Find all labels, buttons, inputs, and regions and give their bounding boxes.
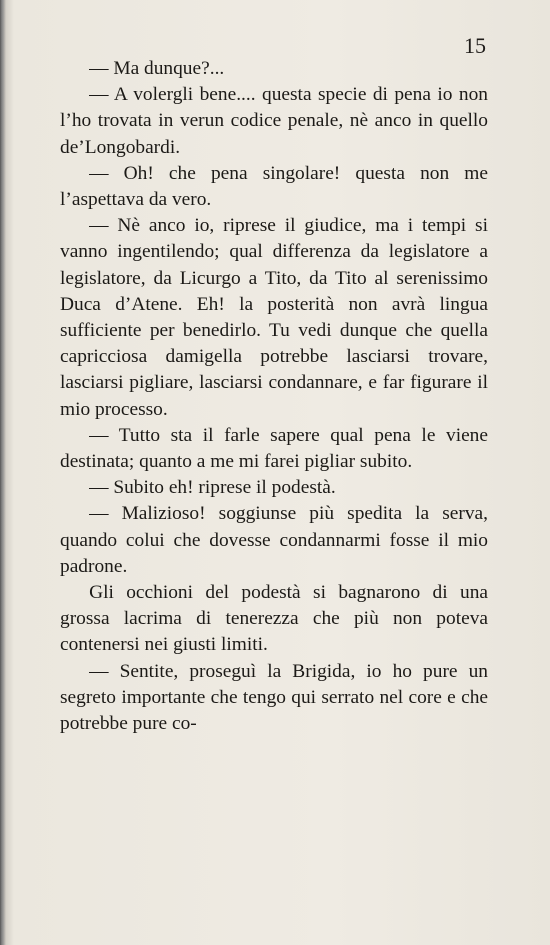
body-text xyxy=(60,56,488,737)
paragraph: — Subito eh! riprese il podestà. xyxy=(89,477,336,499)
page-number: 15 xyxy=(464,33,486,58)
binding-shadow xyxy=(0,0,6,945)
paragraph: — Malizioso! soggiunse più spedita la serva, quando colui che dovesse condannarmi fosse il mio padrone. xyxy=(60,503,488,577)
paragraph: — Oh! che pena singolare! questa non me l’aspettava da vero. xyxy=(60,162,488,211)
paragraph: Gli occhioni del podestà si bagnarono di una grossa lacrima di tenerezza che più non poteva contenersi nei giusti limiti. xyxy=(60,582,488,656)
paragraph: — Ma dunque?... xyxy=(89,58,225,79)
paragraph: — Tutto sta il farle sapere qual pena le viene destinata; quanto a me mi farei pigliar subito. xyxy=(60,424,488,473)
paragraph: — Nè anco io, riprese il giudice, ma i tempi si vanno ingentilendo; qual differenza da legislatore a legislatore, da Licurgo a Tito, da Tito al serenissimo Duca d’Atene. Eh! la posterità non avrà lingua sufficiente per benedirlo. Tu vedi dunque che quella capricciosa damigella potrebbe lasciarsi trovare, lasciarsi pigliare, lasciarsi condannare, e far figurare il mio processo. xyxy=(60,215,488,420)
paragraph: — A volergli bene.... questa specie di pena io non l’ho trovata in verun codice penale, nè anco in quello de’Longobardi. xyxy=(60,84,488,158)
paragraph: — Sentite, proseguì la Brigida, io ho pure un segreto importante che tengo qui serrato nel core e che potrebbe pure co- xyxy=(60,660,488,735)
